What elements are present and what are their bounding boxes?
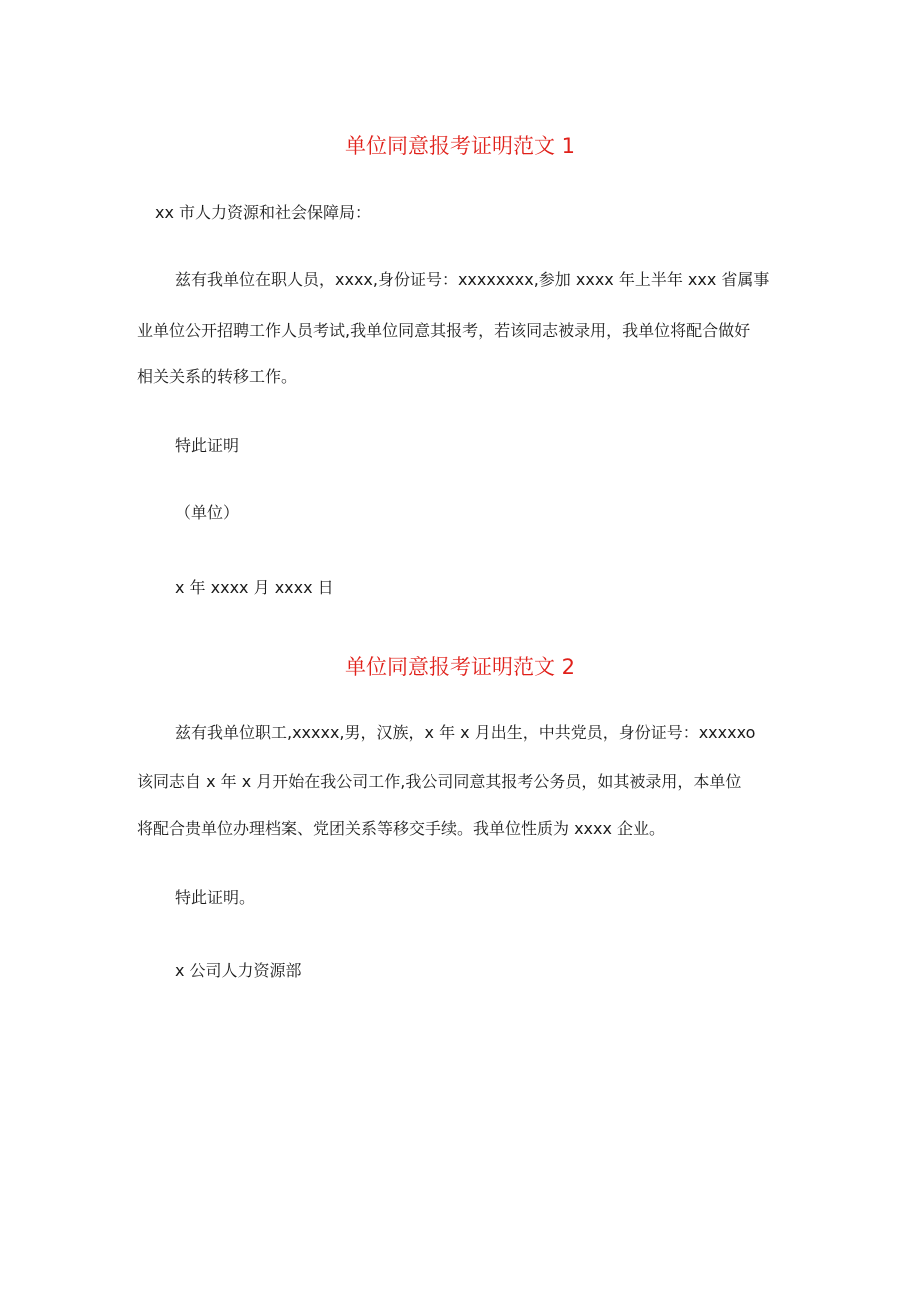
doc2-title: 单位同意报考证明范文 2	[344, 655, 576, 679]
doc2-para1-line3: 将配合贵单位办理档案、党团关系等移交手续。我单位性质为 xxxx 企业。	[137, 819, 666, 838]
doc1-para1-line2: 业单位公开招聘工作人员考试,我单位同意其报考，若该同志被录用，我单位将配合做好	[137, 321, 751, 340]
doc1-para1-line3: 相关关系的转移工作。	[137, 367, 298, 386]
doc2-para1-line1: 兹有我单位职工,xxxxx,男，汉族，x 年 x 月出生，中共党员，身份证号：xxxxxo	[175, 723, 756, 742]
doc1-para1-line1: 兹有我单位在职人员，xxxx,身份证号：xxxxxxxx,参加 xxxx 年上半年 xxx 省属事	[175, 270, 770, 289]
doc1-closing: 特此证明	[175, 436, 240, 455]
doc1-salutation: xx 市人力资源和社会保障局：	[155, 203, 372, 222]
doc1-unit: （单位）	[175, 503, 240, 522]
doc1-title: 单位同意报考证明范文 1	[344, 134, 576, 158]
doc2-closing: 特此证明。	[175, 888, 256, 907]
doc1-date: x 年 xxxx 月 xxxx 日	[175, 578, 334, 597]
doc2-signature: x 公司人力资源部	[175, 961, 302, 980]
doc2-para1-line2: 该同志自 x 年 x 月开始在我公司工作,我公司同意其报考公务员，如其被录用，本单位	[137, 772, 742, 791]
